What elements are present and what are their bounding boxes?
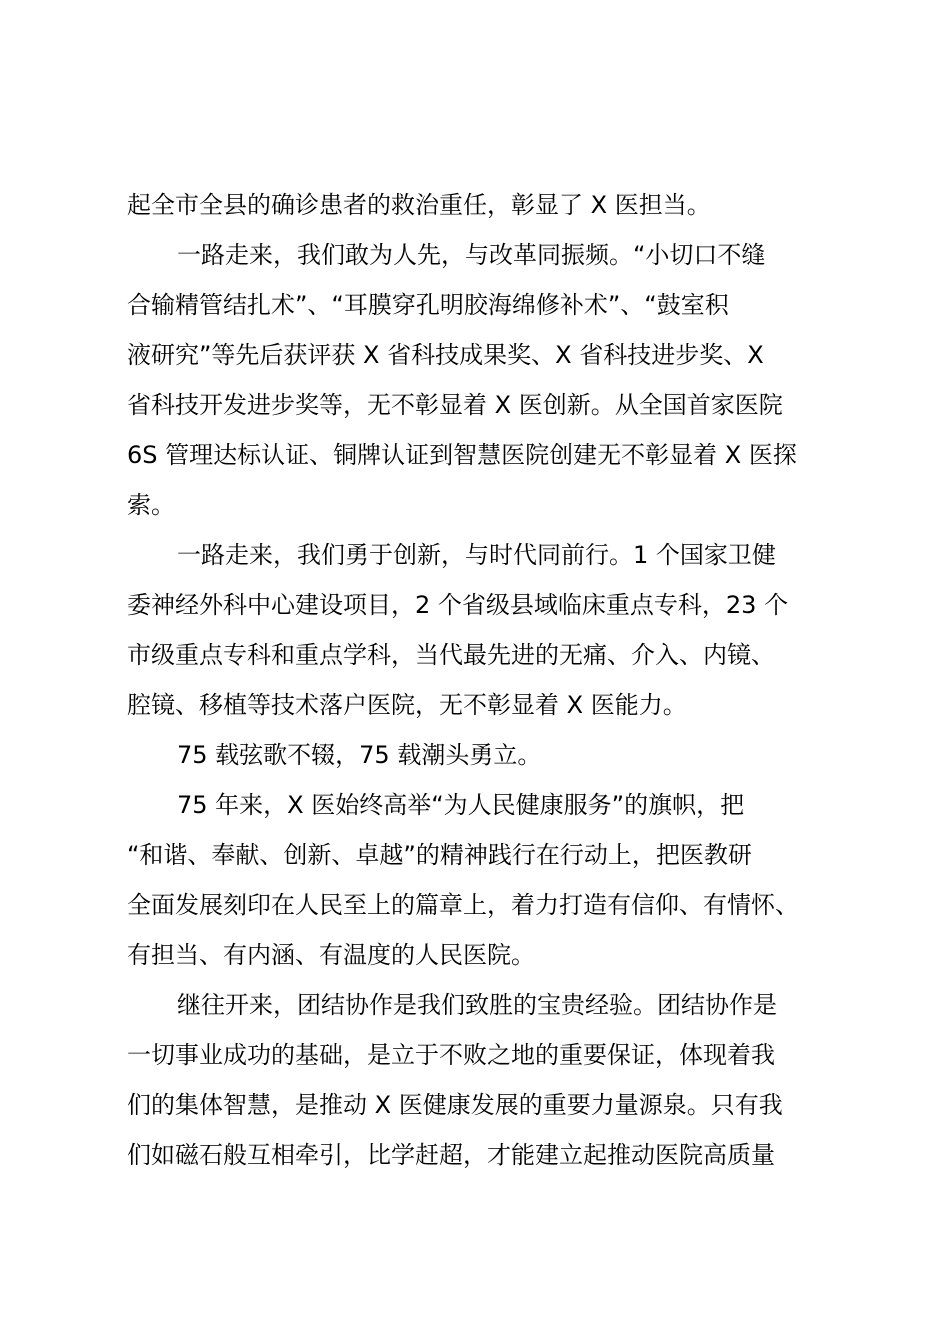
text-line: 市级重点专科和重点学科，当代最先进的无痛、介入、内镜、 <box>127 641 775 669</box>
text-line: 们的集体智慧，是推动 X 医健康发展的重要力量源泉。只有我 <box>127 1091 783 1119</box>
text-line: 一路走来，我们勇于创新，与时代同前行。1 个国家卫健 <box>177 541 776 569</box>
text-line: 们如磁石般互相牵引，比学赶超，才能建立起推动医院高质量 <box>127 1141 775 1169</box>
text-line: 6S 管理达标认证、铜牌认证到智慧医院创建无不彰显着 X 医探 <box>127 441 797 469</box>
text-line: 合输精管结扎术”、“耳膜穿孔明胶海绵修补术”、“鼓室积 <box>127 291 729 319</box>
text-line: 腔镜、移植等技术落户医院，无不彰显着 X 医能力。 <box>127 691 687 719</box>
text-line: 有担当、有内涵、有温度的人民医院。 <box>127 941 535 969</box>
text-line: 省科技开发进步奖等，无不彰显着 X 医创新。从全国首家医院 <box>127 391 783 419</box>
text-line: 委神经外科中心建设项目，2 个省级县域临床重点专科，23 个 <box>127 591 789 619</box>
text-line: 75 载弦歌不辍，75 载潮头勇立。 <box>177 741 542 769</box>
text-line: 起全市全县的确诊患者的救治重任，彰显了 X 医担当。 <box>127 191 711 219</box>
text-line: 液研究”等先后获评获 X 省科技成果奖、X 省科技进步奖、X <box>127 341 764 369</box>
text-line: 一路走来，我们敢为人先，与改革同振频。“小切口不缝 <box>177 241 766 269</box>
text-line: 继往开来，团结协作是我们致胜的宝贵经验。团结协作是 <box>177 991 777 1019</box>
text-line: 索。 <box>127 491 175 519</box>
text-line: 一切事业成功的基础，是立于不败之地的重要保证，体现着我 <box>127 1041 775 1069</box>
text-line: 全面发展刻印在人民至上的篇章上，着力打造有信仰、有情怀、 <box>127 891 799 919</box>
text-line: “和谐、奉献、创新、卓越”的精神践行在行动上，把医教研 <box>127 841 752 869</box>
text-line: 75 年来，X 医始终高举“为人民健康服务”的旗帜，把 <box>177 791 745 819</box>
